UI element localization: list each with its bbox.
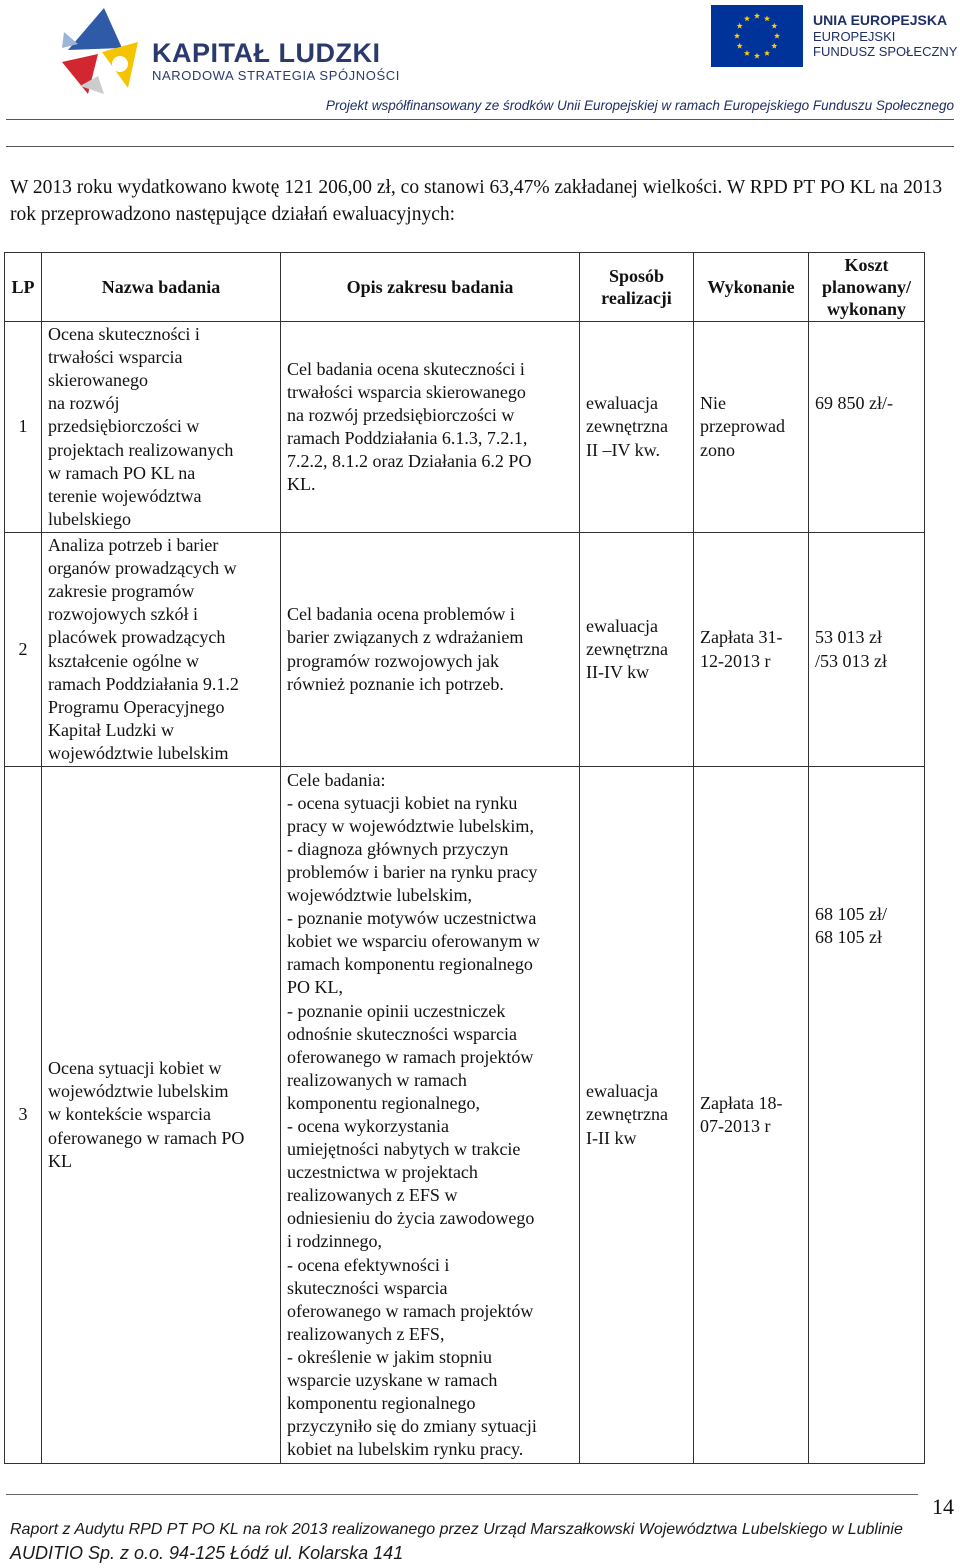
page-number: 14 [932, 1494, 954, 1519]
row-name-text: Ocena skuteczności i trwałości wsparcia skierowanego na rozwój przedsiębiorczości w projektach realizowanych w ramach PO KL na terenie województwa lubelskiego [48, 324, 234, 529]
row-method [580, 767, 694, 1464]
row-name [42, 767, 281, 1464]
kapital-ludzki-title: KAPITAŁ LUDZKI [152, 38, 381, 68]
row-scope-text: Cel badania ocena problemów i barier związanych z wdrażaniem programów rozwojowych jak również poznanie ich potrzeb. [287, 604, 524, 694]
row-name-text: Analiza potrzeb i barier organów prowadzących w zakresie programów rozwojowych szkół i placówek prowadzących kształcenie ogólne w ramach Poddziałania 9.1.2 Programu Operacyjnego Kapitał Ludzki w województwie lubelskim [48, 535, 239, 763]
header-method: Sposób realizacji [580, 253, 694, 322]
row-name [42, 533, 281, 767]
row-cost [809, 322, 925, 533]
row-scope [281, 322, 580, 533]
table-row [5, 767, 925, 1464]
row-execution [694, 767, 809, 1464]
row-name-text: Ocena sytuacji kobiet w województwie lubelskim w kontekście wsparcia oferowanego w ramach PO KL [48, 1058, 245, 1171]
table-row [5, 322, 925, 533]
row-execution-text: Nie przeprowad zono [700, 393, 785, 460]
row-scope-text: Cel badania ocena skuteczności i trwałości wsparcia skierowanego na rozwój przedsiębiorczości w ramach Poddziałania 6.1.3, 7.2.1, 7.2.2, 8.1.2 oraz Działania 6.2 PO KL. [287, 358, 532, 495]
eu-label-union: UNIA EUROPEJSKA [813, 12, 948, 28]
row-lp: 2 [5, 533, 42, 767]
table-header-row [5, 253, 925, 322]
kapital-ludzki-subtitle: NARODOWA STRATEGIA SPÓJNOŚCI [152, 68, 400, 83]
row-execution-text: Zapłata 31- 12-2013 r [700, 627, 783, 671]
row-name [42, 322, 281, 533]
header-rule-top [6, 119, 954, 120]
header-rule-bottom [6, 146, 954, 147]
page-header [0, 0, 960, 148]
row-scope-text: Cele badania: - ocena sytuacji kobiet na rynku pracy w województwie lubelskim, - diagnoza głównych przyczyn problemów i barier na rynku pracy województwie lubelskim, - poznanie motywów uczestnictwa kobiet we wsparciu oferowanym w ramach komponentu regionalnego PO KL, - poznanie opinii uczestniczek odnośnie skuteczności wsparcia oferowanego w ramach projektów realizowanych w ramach komponentu regionalnego, - ocena wykorzystania umiejętności nabytych w trakcie uczestnictwa w projektach realizowanych z EFS w odniesieniu do życia zawodowego i rodzinnego, - ocena efektywności i skuteczności wsparcia oferowanego w ramach projektów realizowanych z EFS, - określenie w jakim stopniu wsparcie uzyskane w ramach komponentu regionalnego przyczyniło się do zmiany sytuacji kobiet na lubelskim rynku pracy. [287, 769, 540, 1460]
header-execution: Wykonanie [694, 253, 809, 322]
table-row [5, 533, 925, 767]
row-execution [694, 322, 809, 533]
row-cost [809, 533, 925, 767]
row-method-text: ewaluacja zewnętrzna II-IV kw [586, 615, 668, 683]
footer-company-line: AUDITIO Sp. z o.o. 94-125 Łódź ul. Kolarska 141 [10, 1543, 404, 1563]
row-execution [694, 533, 809, 767]
footer-report-line: Raport z Audytu RPD PT PO KL na rok 2013 realizowanego przez Urząd Marszałkowski Województwa Lubelskiego w Lublinie [10, 1521, 903, 1538]
row-method [580, 322, 694, 533]
header-name: Nazwa badania [42, 253, 281, 322]
row-cost-text: 68 105 zł/ 68 105 zł [815, 904, 887, 948]
row-scope [281, 533, 580, 767]
row-method [580, 533, 694, 767]
row-method-text: ewaluacja zewnętrzna I-II kw [586, 1081, 668, 1148]
row-cost-text: 53 013 zł /53 013 zł [815, 627, 887, 671]
cofinancing-note: Projekt współfinansowany ze środków Unii Europejskiej w ramach Europejskiego Funduszu Społecznego [325, 98, 954, 113]
eu-label-social-fund: FUNDUSZ SPOŁECZNY [813, 44, 958, 59]
header-scope: Opis zakresu badania [281, 253, 580, 322]
row-method-text: ewaluacja zewnętrzna II –IV kw. [586, 393, 668, 460]
eu-label-european: EUROPEJSKI [813, 29, 896, 44]
row-cost [809, 767, 925, 1464]
header-lp: LP [5, 253, 42, 322]
row-cost-text: 69 850 zł/- [815, 393, 893, 413]
intro-paragraph: W 2013 roku wydatkowano kwotę 121 206,00 zł, co stanowi 63,47% zakładanej wielkości. W RPD PT PO KL na 2013 rok przeprowadzono następujące działań ewaluacyjnych: [10, 177, 943, 225]
row-execution-text: Zapłata 18- 07-2013 r [700, 1092, 783, 1136]
footer-rule [6, 1494, 918, 1495]
row-scope [281, 767, 580, 1464]
evaluation-table [4, 252, 925, 1464]
eu-flag-icon [711, 5, 803, 67]
row-lp: 1 [5, 322, 42, 533]
row-lp: 3 [5, 767, 42, 1464]
header-cost: Koszt planowany/ wykonany [809, 253, 925, 322]
